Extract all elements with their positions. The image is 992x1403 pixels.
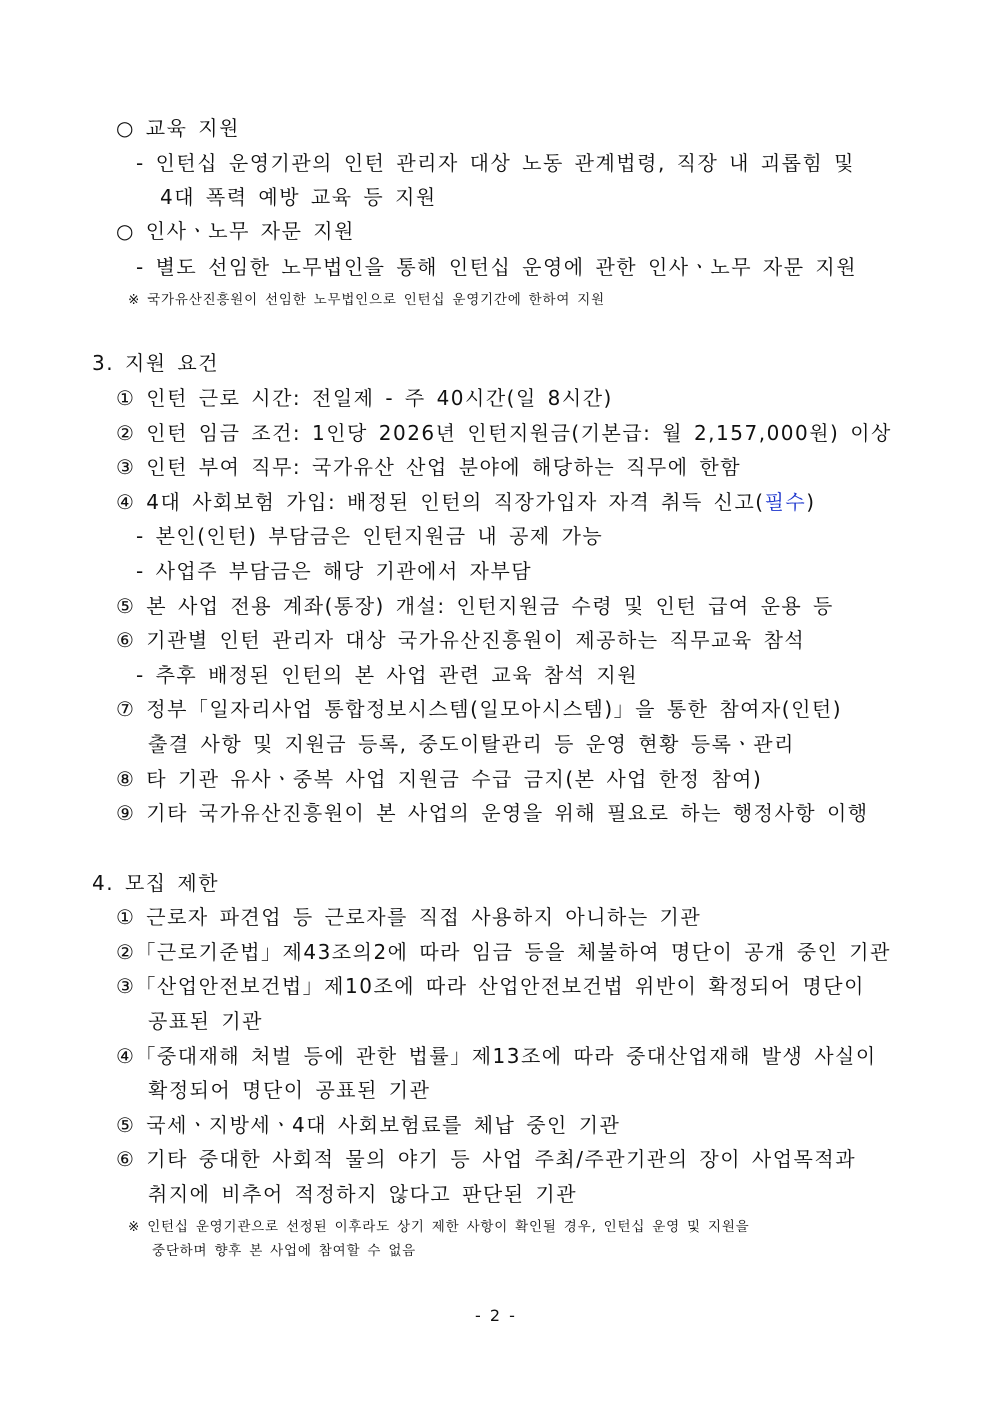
limit-4: ④「중대재해 처벌 등에 관한 법률」제13조에 따라 중대산업재해 발생 사실이 [116,1044,877,1068]
requirement-4-close: ) [806,490,816,514]
consulting-item: - 별도 선임한 노무법인을 통해 인턴십 운영에 관한 인사ㆍ노무 자문 지원 [136,255,858,279]
consulting-heading: ○ 인사ㆍ노무 자문 지원 [116,219,355,243]
limit-note: ※ 인턴십 운영기관으로 선정된 이후라도 상기 제한 사항이 확인될 경우, 인턴십 운영 및 지원을 [128,1219,750,1235]
requirement-5: ⑤ 본 사업 전용 계좌(통장) 개설: 인턴지원금 수령 및 인턴 급여 운용 등 [116,594,834,618]
section4-title: 4. 모집 제한 [92,871,220,895]
requirement-6: ⑥ 기관별 인턴 관리자 대상 국가유산진흥원이 제공하는 직무교육 참석 [116,628,806,652]
requirement-7: ⑦ 정부「일자리사업 통합정보시스템(일모아시스템)」을 통한 참여자(인턴) [116,697,843,721]
requirement-6-sub: - 추후 배정된 인턴의 본 사업 관련 교육 참석 지원 [136,663,639,687]
limit-3-cont: 공표된 기관 [148,1009,263,1033]
limit-4-cont: 확정되어 명단이 공표된 기관 [148,1078,431,1102]
requirement-4-sub-1: - 본인(인턴) 부담금은 인턴지원금 내 공제 가능 [136,524,604,548]
limit-6-cont: 취지에 비추어 적정하지 않다고 판단된 기관 [148,1182,578,1206]
requirement-4-sub-2: - 사업주 부담금은 해당 기관에서 자부담 [136,559,533,583]
limit-6: ⑥ 기타 중대한 사회적 물의 야기 등 사업 주최/주관기관의 장이 사업목적과 [116,1147,857,1171]
consulting-note: ※ 국가유산진흥원이 선임한 노무법인으로 인턴십 운영기간에 한하여 지원 [128,292,605,308]
section3-title: 3. 지원 요건 [92,351,220,375]
requirement-9: ⑨ 기타 국가유산진흥원이 본 사업의 운영을 위해 필요로 하는 행정사항 이행 [116,801,869,825]
education-item: - 인턴십 운영기관의 인턴 관리자 대상 노동 관계법령, 직장 내 괴롭힘 및 [136,151,855,175]
requirement-1: ① 인턴 근로 시간: 전일제 - 주 40시간(일 8시간) [116,386,613,410]
requirement-2: ② 인턴 임금 조건: 1인당 2026년 인턴지원금(기본급: 월 2,157,000원) 이상 [116,421,892,445]
limit-note-cont: 중단하며 향후 본 사업에 참여할 수 없음 [152,1243,417,1259]
limit-2: ②「근로기준법」제43조의2에 따라 임금 등을 체불하여 명단이 공개 중인 기관 [116,940,891,964]
education-heading: ○ 교육 지원 [116,116,240,140]
required-mark: 필수 [764,490,807,514]
education-item-cont: 4대 폭력 예방 교육 등 지원 [160,185,437,209]
requirement-4 [116,487,816,517]
requirement-8: ⑧ 타 기관 유사ㆍ중복 사업 지원금 수급 금지(본 사업 한정 참여) [116,767,763,791]
requirement-3: ③ 인턴 부여 직무: 국가유산 산업 분야에 해당하는 직무에 한함 [116,455,742,479]
requirement-4-text: ④ 4대 사회보험 가입: 배정된 인턴의 직장가입자 자격 취득 신고( [116,490,765,514]
limit-3: ③「산업안전보건법」제10조에 따라 산업안전보건법 위반이 확정되어 명단이 [116,974,865,998]
limit-1: ① 근로자 파견업 등 근로자를 직접 사용하지 아니하는 기관 [116,905,702,929]
page-number: - 2 - [475,1306,517,1325]
requirement-7-cont: 출결 사항 및 지원금 등록, 중도이탈관리 등 운영 현황 등록ㆍ관리 [148,732,795,756]
limit-5: ⑤ 국세ㆍ지방세ㆍ4대 사회보험료를 체납 중인 기관 [116,1113,621,1137]
